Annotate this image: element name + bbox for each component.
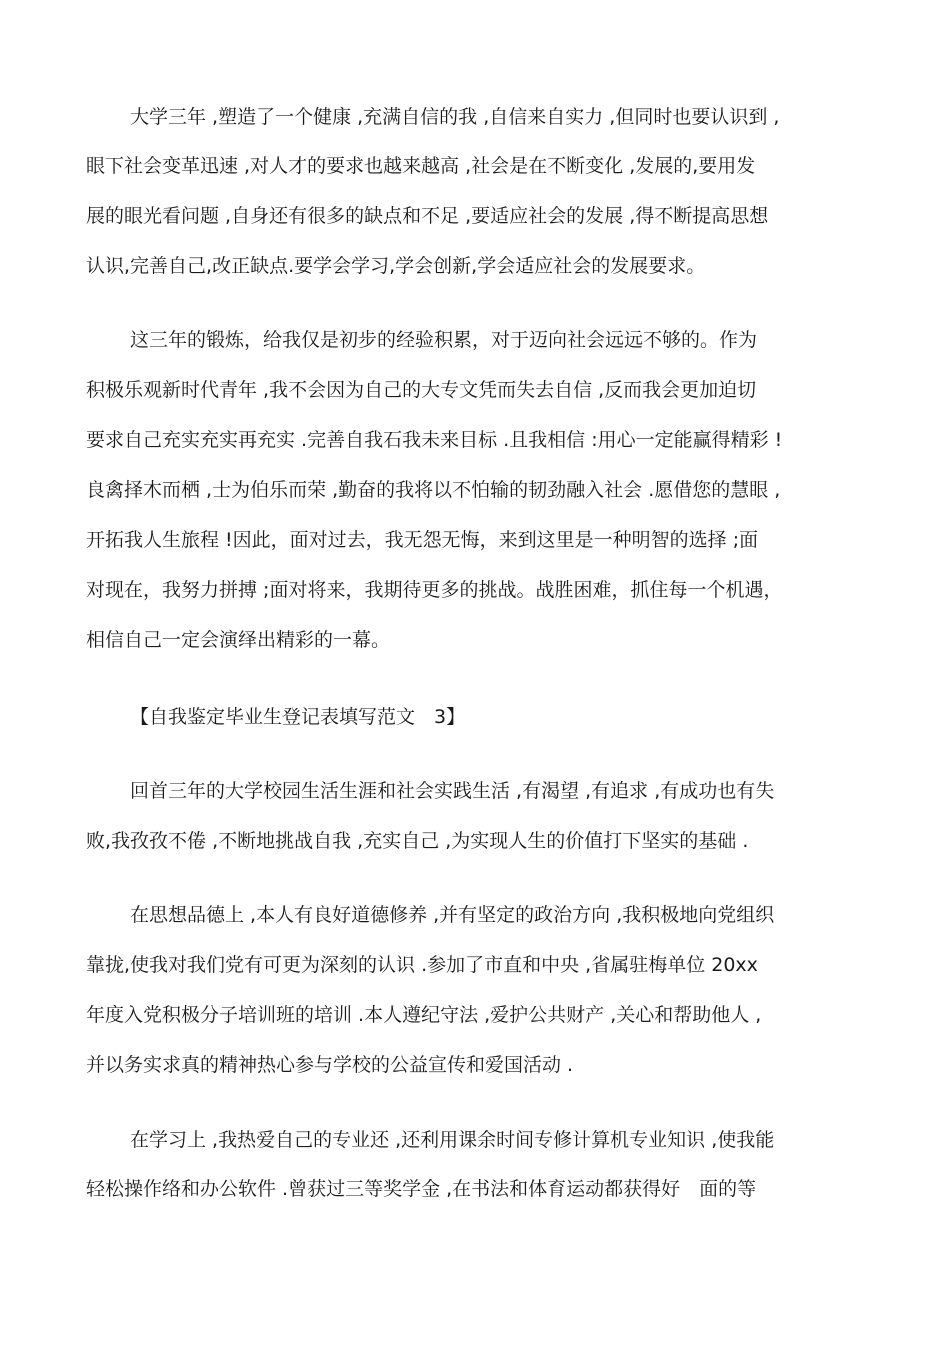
paragraph-4-line-1: 在思想品德上 ,本人有良好道德修养 ,并有坚定的政治方向 ,我积极地向党组织 [130, 904, 775, 926]
paragraph-1-line-1: 大学三年 ,塑造了一个健康 ,充满自信的我 ,自信来自实力 ,但同时也要认识到 , [130, 106, 780, 128]
paragraph-2-line-4: 良禽择木而栖 ,士为伯乐而荣 ,勤奋的我将以不怕输的韧劲融入社会 .愿借您的慧眼 , [86, 479, 781, 501]
paragraph-4-line-4: 并以务实求真的精神热心参与学校的公益宣传和爱国活动 . [86, 1054, 574, 1076]
paragraph-1-line-3: 展的眼光看问题 ,自身还有很多的缺点和不足 ,要适应社会的发展 ,得不断提高思想 [86, 205, 769, 227]
paragraph-2-line-7: 相信自己一定会演绎出精彩的一幕。 [86, 629, 391, 651]
paragraph-2-line-6: 对现在，我努力拼搏 ;面对将来，我期待更多的挑战。战胜困难，抓住每一个机遇， [86, 579, 783, 601]
paragraph-2-line-5: 开拓我人生旅程 !因此，面对过去，我无怨无悔，来到这里是一种明智的选择 ;面 [86, 529, 759, 551]
paragraph-5-line-1: 在学习上 ,我热爱自己的专业还 ,还利用课余时间专修计算机专业知识 ,使我能 [130, 1129, 775, 1151]
section-heading: 【自我鉴定毕业生登记表填写范文 3】 [130, 706, 466, 728]
paragraph-5-line-2: 轻松操作络和办公软件 .曾获过三等奖学金 ,在书法和体育运动都获得好 面的等 [86, 1178, 757, 1200]
paragraph-2-line-1: 这三年的锻炼，给我仅是初步的经验积累，对于迈向社会远远不够的。作为 [130, 329, 758, 351]
paragraph-3-line-2: 败,我孜孜不倦 ,不断地挑战自我 ,充实自己 ,为实现人生的价值打下坚实的基础 . [86, 830, 749, 852]
paragraph-1-line-2: 眼下社会变革迅速 ,对人才的要求也越来越高 ,社会是在不断变化 ,发展的,要用发 [86, 155, 756, 177]
paragraph-4-line-2: 靠拢,使我对我们党有可更为深刻的认识 .参加了市直和中央 ,省属驻梅单位 20xx [86, 954, 758, 976]
paragraph-4-line-3: 年度入党积极分子培训班的培训 .本人遵纪守法 ,爱护公共财产 ,关心和帮助他人 , [86, 1004, 762, 1026]
paragraph-1-line-4: 认识,完善自己,改正缺点.要学会学习,学会创新,学会适应社会的发展要求。 [86, 255, 706, 277]
paragraph-3-line-1: 回首三年的大学校园生活生涯和社会实践生活 ,有渴望 ,有追求 ,有成功也有失 [130, 780, 775, 802]
paragraph-2-line-2: 积极乐观新时代青年 ,我不会因为自己的大专文凭而失去自信 ,反而我会更加迫切 [86, 379, 757, 401]
paragraph-2-line-3: 要求自己充实充实再充实 .完善自我石我未来目标 .且我相信 :用心一定能赢得精彩 ! [86, 429, 783, 451]
